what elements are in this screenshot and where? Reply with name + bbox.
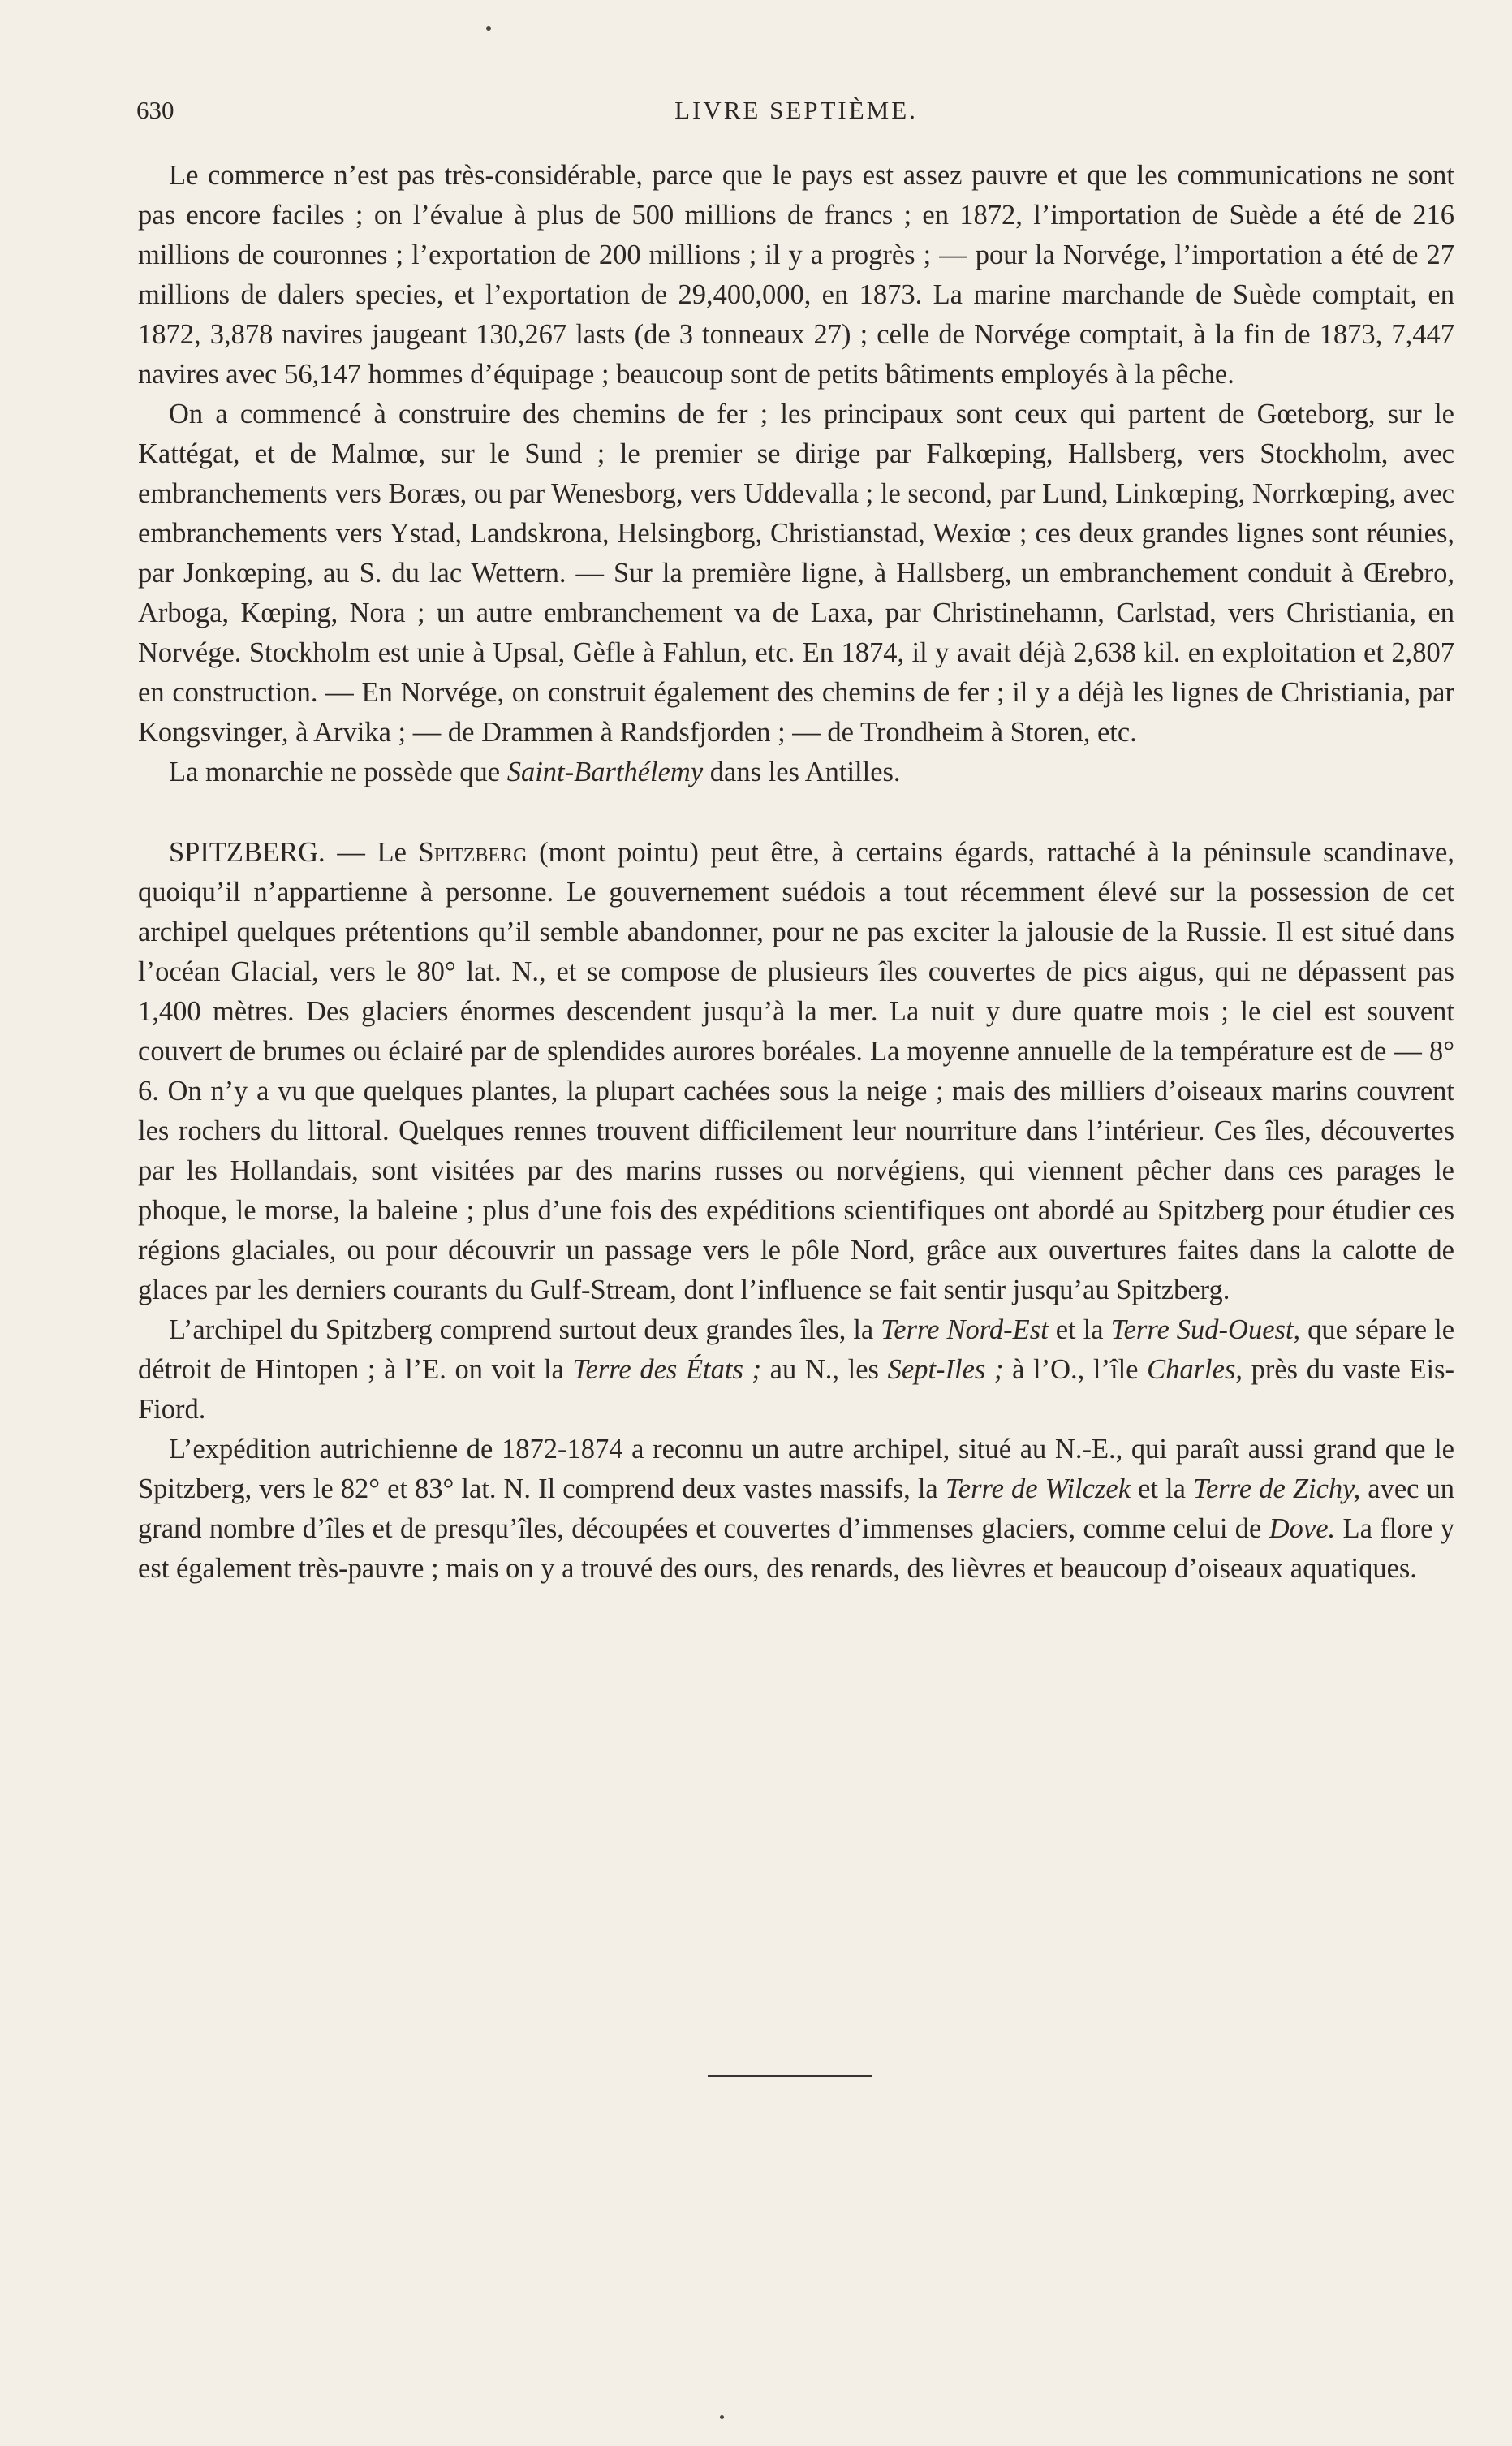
italic-text: Saint-Barthélemy [506, 757, 704, 787]
text-run: La monarchie ne possède que [169, 757, 507, 787]
text-run: (mont pointu) peut être, à certains égards, rattaché à la péninsule scandinave, quoiqu’il n’appartienne à personne. Le gouvernement suédois a tout récemment élevé sur la possession de cet archipel quelques prétentions qu’il semble abandonner, pour ne pas exciter la jalousie de la Russie. Il est situé dans l’océan Glacial, vers le 80° lat. N., et se compose de plusieurs îles couvertes de pics aigus, qui ne dépassent pas 1,400 mètres. Des glaciers énormes descendent jusqu’à la mer. La nuit y dure quatre mois ; le ciel est souvent couvert de brumes ou éclairé par de splendides aurores boréales. La moyenne annuelle de la température est de — 8° 6. On n’y a vu que quelques plantes, la plupart cachées sous la neige ; mais des milliers d’oiseaux marins couvrent les rochers du littoral. Quelques rennes trouvent difficilement leur nourriture dans l’intérieur. Ces îles, découvertes par les Hollandais, sont visitées par des marins russes ou norvégiens, qui viennent pêcher dans ces parages le phoque, le morse, la baleine ; plus d’une fois des expéditions scientifiques ont abordé au Spitzberg pour étudier ces régions glaciales, ou pour découvrir un passage vers le pôle Nord, grâce aux ouvertures faites dans la calotte de glaces par les derniers courants du Gulf-Stream, dont l’influence se fait sentir jusqu’au Spitzberg. [138, 837, 1454, 1305]
text-run: et la [1131, 1473, 1193, 1504]
page-number: 630 [136, 96, 174, 124]
italic-text: Terre de Zichy, [1192, 1473, 1361, 1504]
italic-text: Sept-Iles ; [887, 1354, 1004, 1385]
page-header [136, 96, 1456, 128]
section-paragraph [138, 833, 1454, 1310]
text-run: Le commerce n’est pas très-considérable, parce que le pays est assez pauvre et que les communications ne sont pas encore faciles ; on l’évalue à plus de 500 millions de francs ; en 1872, l’importation de Suède a été de 216 millions de couronnes ; l’exportation de 200 millions ; il y a progrès ; — pour la Norvége, l’importation a été de 27 millions de dalers species, et l’exportation de 29,400,000, en 1873. La marine marchande de Suède comptait, en 1872, 3,878 navires jaugeant 130,267 lasts (de 3 tonneaux 27) ; celle de Norvége comptait, à la fin de 1873, 7,447 navires avec 56,147 hommes d’équipage ; beaucoup sont de petits bâtiments employés à la pêche. [138, 160, 1454, 390]
paragraph [138, 395, 1454, 753]
text-run: SPITZBERG. — Le [169, 837, 419, 868]
running-title: LIVRE SEPTIÈME. [674, 96, 918, 124]
italic-text: Charles, [1147, 1354, 1243, 1385]
print-speck [720, 2415, 724, 2419]
text-run: au N., les [761, 1354, 888, 1385]
italic-text: Terre de Wilczek [945, 1473, 1131, 1504]
italic-text: Terre des États ; [572, 1354, 762, 1385]
italic-text: Terre Sud-Ouest, [1110, 1314, 1301, 1345]
body-text [138, 156, 1454, 1589]
text-run: On a commencé à construire des chemins de fer ; les principaux sont ceux qui partent de Gœteborg, sur le Kattégat, et de Malmœ, sur le Sund ; le premier se dirige par Falkœping, Hallsberg, vers Stockholm, avec embranchements vers Boræs, ou par Wenesborg, vers Uddevalla ; le second, par Lund, Linkœping, Norrkœping, avec embranchements vers Ystad, Landskrona, Helsingborg, Christianstad, Wexiœ ; ces deux grandes lignes sont réunies, par Jonkœping, au S. du lac Wettern. — Sur la première ligne, à Hallsberg, un embranchement conduit à Œrebro, Arboga, Kœping, Nora ; un autre embranchement va de Laxa, par Christinehamn, Carlstad, vers Christiania, en Norvége. Stockholm est unie à Upsal, Gèfle à Fahlun, etc. En 1874, il y avait déjà 2,638 kil. en exploitation et 2,807 en construction. — En Norvége, on construit également des chemins de fer ; il y a déjà les lignes de Christiania, par Kongsvinger, à Arvika ; — de Drammen à Randsfjorden ; — de Trondheim à Storen, etc. [138, 399, 1454, 748]
text-run: L’expédition autrichienne de 1872-1874 a reconnu un autre archipel, situé au N.-E., qui paraît aussi grand que le Spitzberg, vers le 82° et 83° lat. N. Il comprend deux vastes massifs, la [138, 1434, 1454, 1504]
print-speck [486, 26, 491, 31]
paragraph [138, 753, 1454, 792]
italic-text: Terre Nord-Est [881, 1314, 1049, 1345]
end-divider [708, 2075, 872, 2077]
text-run: à l’O., l’île [1003, 1354, 1148, 1385]
text-run: avec un grand nombre d’îles et de presqu’îles, découpées et couvertes d’immenses glaciers, comme celui de [138, 1473, 1454, 1544]
paragraph [138, 156, 1454, 395]
smallcaps-text: Spitzberg [418, 837, 528, 868]
text-run: L’archipel du Spitzberg comprend surtout deux grandes îles, la [169, 1314, 881, 1345]
text-run: que sépare le détroit de Hintopen ; à l’E. on voit la [138, 1314, 1455, 1385]
italic-text: Dove. [1269, 1513, 1336, 1544]
paragraph [138, 1430, 1454, 1589]
text-run: La flore y est également très-pauvre ; mais on y a trouvé des ours, des renards, des lièvres et beaucoup d’oiseaux aquatiques. [138, 1513, 1455, 1584]
text-run: dans les Antilles. [703, 757, 901, 787]
paragraph [138, 1310, 1454, 1430]
text-run: près du vaste Eis-Fiord. [138, 1354, 1454, 1425]
text-run: et la [1048, 1314, 1111, 1345]
